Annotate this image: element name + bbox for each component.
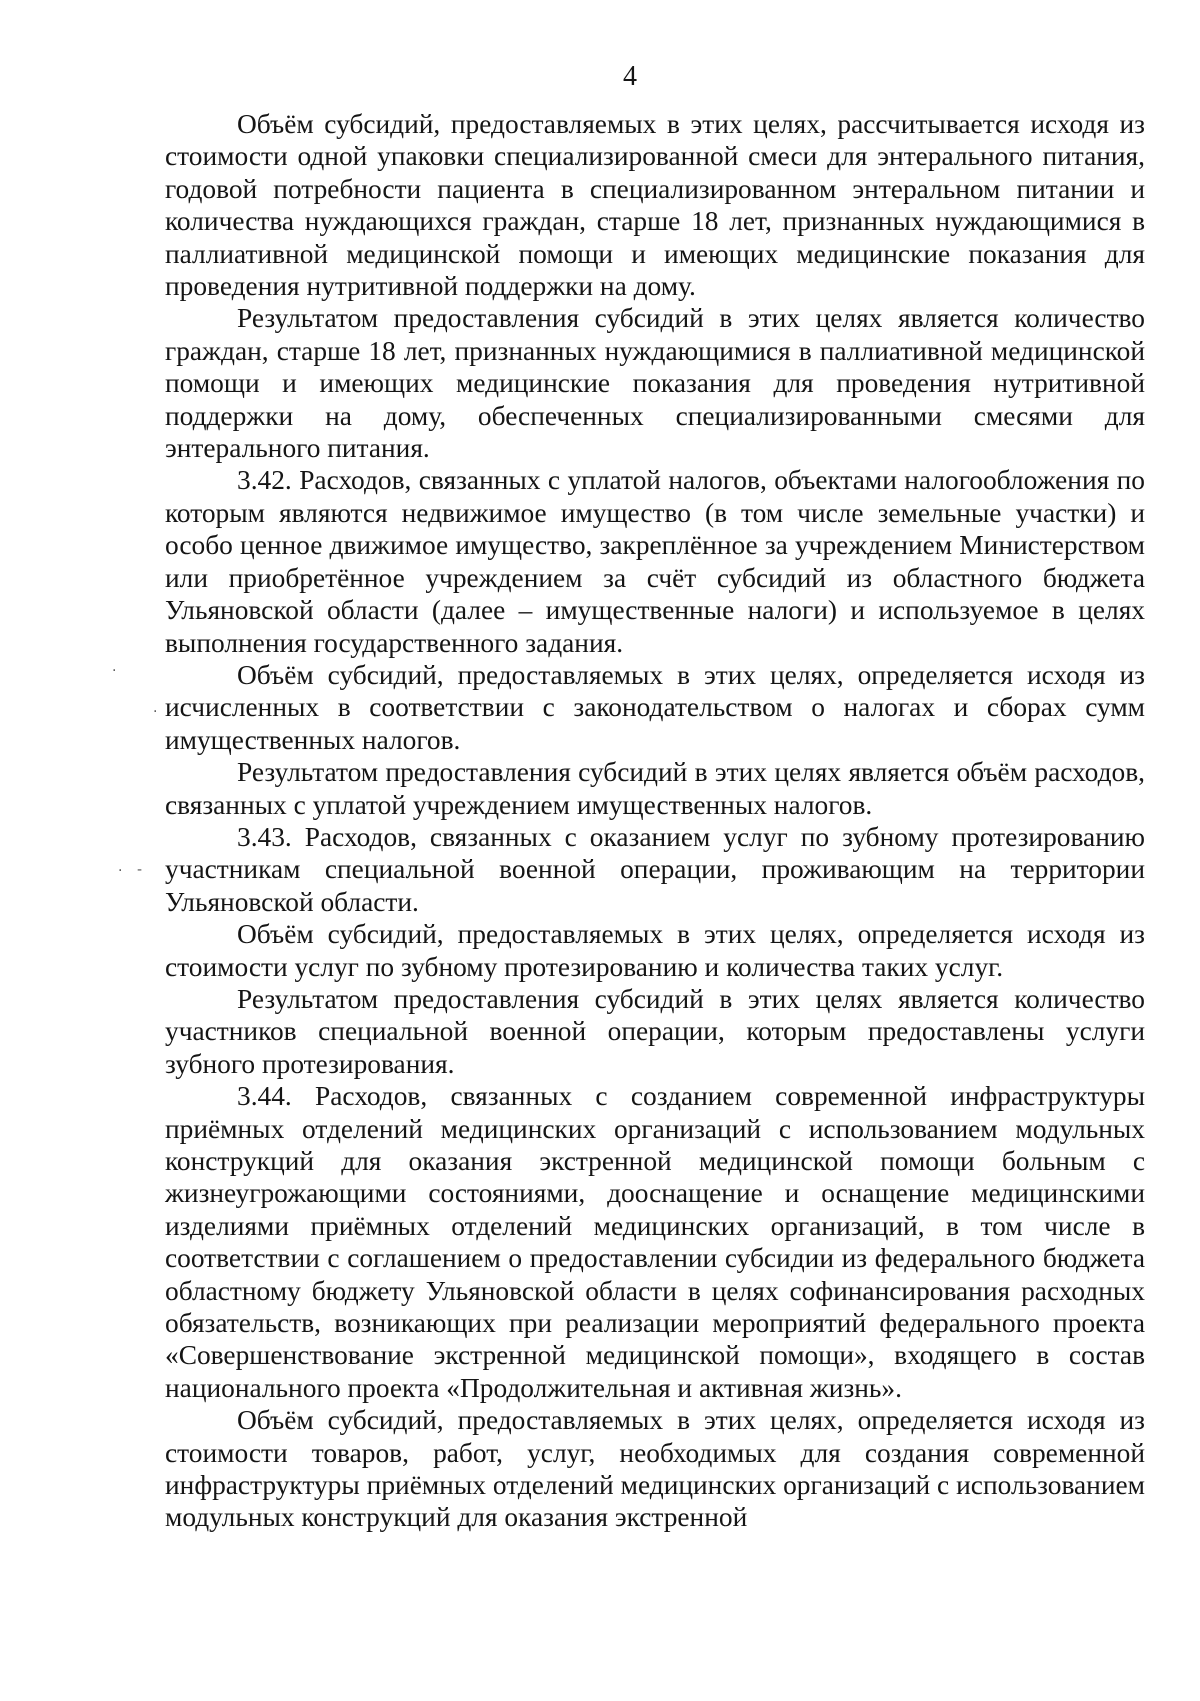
paragraph-subsidy-volume-infrastructure: Объём субсидий, предоставляемых в этих целях, определяется исходя из стоимости товаров, работ, услуг, необходимых для создания современной инфраструктуры приёмных отделений медицинских организаций с использованием модульных конструкций для оказания экстренной — [165, 1405, 1145, 1533]
paragraph-result-taxes: Результатом предоставления субсидий в этих целях является объём расходов, связанных с уплатой учреждением имущественных налогов. — [165, 757, 1145, 820]
paragraph-subsidy-volume-dental: Объём субсидий, предоставляемых в этих целях, определяется исходя из стоимости услуг по зубному протезированию и количества таких услуг. — [165, 919, 1145, 982]
document-body — [165, 108, 1145, 1534]
paragraph-result-enteral: Результатом предоставления субсидий в этих целях является количество граждан, старше 18 лет, признанных нуждающимися в паллиативной медицинской помощи и имеющих медицинские показания для проведения нутритивной поддержки на дому, обеспеченных специализированными смесями для энтерального питания. — [165, 303, 1145, 464]
page-number: 4 — [623, 61, 637, 92]
paragraph-subsidy-volume-enteral: Объём субсидий, предоставляемых в этих целях, рассчитывается исходя из стоимости одной упаковки специализированной смеси для энтерального питания, годовой потребности пациента в специализированном энтеральном питании и количества нуждающихся граждан, старше 18 лет, признанных нуждающимися в паллиативной медицинской помощи и имеющих медицинские показания для проведения нутритивной поддержки на дому. — [165, 109, 1145, 302]
scan-speck: · — [118, 863, 123, 879]
paragraph-3-43: 3.43. Расходов, связанных с оказанием услуг по зубному протезированию участникам специальной военной операции, проживающим на территории Ульяновской области. — [165, 821, 1145, 917]
paragraph-result-dental: Результатом предоставления субсидий в этих целях является количество участников специальной военной операции, которым предоставлены услуги зубного протезирования. — [165, 983, 1145, 1079]
paragraph-3-42: 3.42. Расходов, связанных с уплатой налогов, объектами налогообложения по которым являются недвижимое имущество (в том числе земельные участки) и особо ценное движимое имущество, закреплённое за учреждением Министерством или приобретённое учреждением за счёт субсидий из областного бюджета Ульяновской области (далее – имущественные налоги) и используемое в целях выполнения государственного задания. — [165, 465, 1145, 658]
paragraph-3-44: 3.44. Расходов, связанных с созданием современной инфраструктуры приёмных отделений медицинских организаций с использованием модульных конструкций для оказания экстренной медицинской помощи больным с жизнеугрожающими состояниями, дооснащение и оснащение медицинскими изделиями приёмных отделений медицинских организаций, в том числе в соответствии с соглашением о предоставлении субсидии из федерального бюджета областному бюджету Ульяновской области в целях софинансирования расходных обязательств, возникающих при реализации мероприятий федерального проекта «Совершенствование экстренной медицинской помощи», входящего в состав национального проекта «Продолжительная и активная жизнь». — [165, 1081, 1145, 1403]
scan-speck: · — [112, 663, 117, 679]
scan-speck: - — [137, 862, 143, 878]
scan-speck: · — [153, 704, 158, 720]
paragraph-subsidy-volume-taxes: Объём субсидий, предоставляемых в этих целях, определяется исходя из исчисленных в соответствии с законодательством о налогах и сборах сумм имущественных налогов. — [165, 659, 1145, 755]
